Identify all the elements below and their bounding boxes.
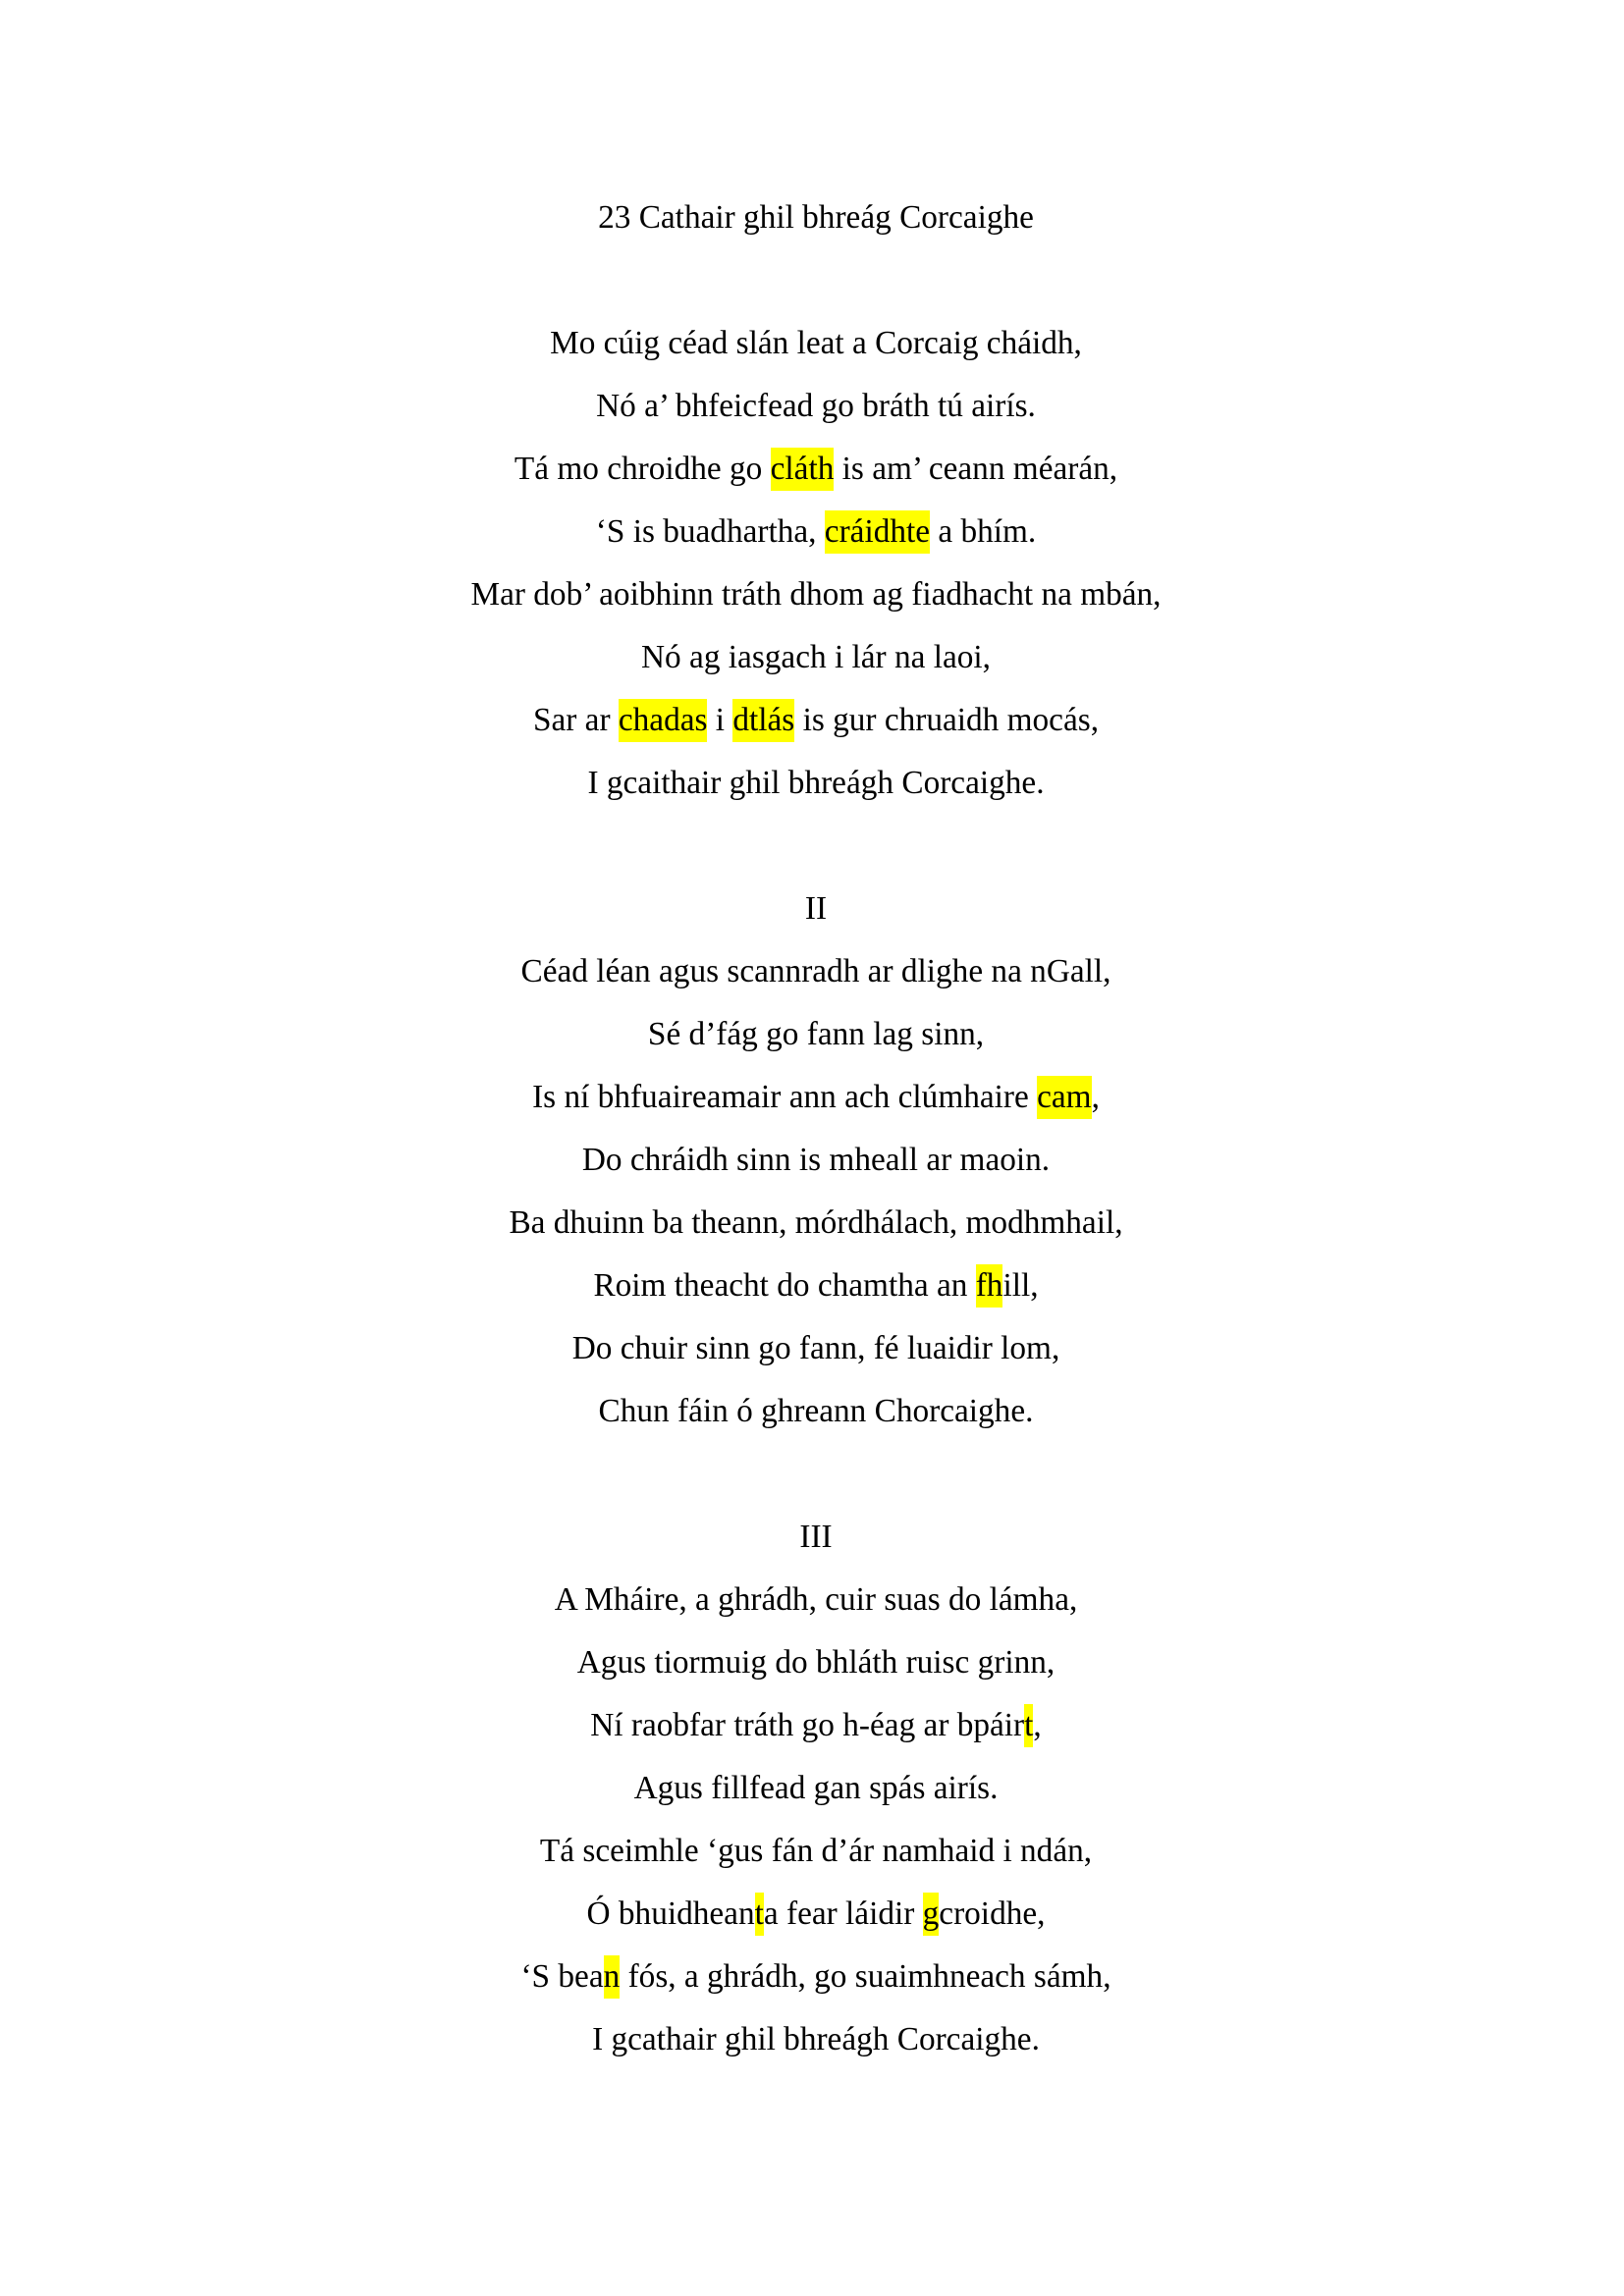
verse-line (8, 1883, 1624, 1946)
highlighted-text: dtlás (732, 699, 794, 742)
verse-line (8, 438, 1624, 501)
line-text: Agus fillfead gan spás airís. (633, 1770, 999, 1806)
line-text: Do chráidh sinn is mheall ar maoin. (581, 1142, 1051, 1178)
highlighted-text: cláth (771, 448, 835, 491)
verse-line (8, 1255, 1624, 1317)
line-text: Ó bhuidhean (586, 1896, 755, 1932)
verse-line (8, 563, 1624, 626)
verse-line (8, 1066, 1624, 1129)
line-text: Tá mo chroidhe go (514, 451, 771, 487)
line-text: ‘S bea (520, 1958, 604, 1995)
poem-title: 23 Cathair ghil bhreág Corcaighe (598, 199, 1034, 236)
line-text: , (1033, 1707, 1042, 1743)
verse-line (8, 689, 1624, 752)
line-text: Ní raobfar tráth go h-éag ar bpáir (590, 1707, 1025, 1743)
line-text: Nó a’ bhfeicfead go bráth tú airís. (596, 388, 1036, 424)
line-text: ill, (1002, 1267, 1039, 1304)
line-text: a bhím. (930, 513, 1037, 550)
line-text: Chun fáin ó ghreann Chorcaighe. (598, 1393, 1034, 1429)
line-text: Tá sceimhle ‘gus fán d’ár namhaid i ndán, (539, 1833, 1093, 1869)
verse-line (8, 940, 1624, 1003)
line-text: Sar ar (532, 702, 619, 738)
line-text: is am’ ceann méarán, (834, 451, 1118, 487)
line-text: a fear láidir (763, 1896, 923, 1932)
line-text: Is ní bhfuaireamair ann ach clúmhaire (532, 1079, 1038, 1115)
stanza-3 (8, 1506, 1624, 2071)
highlighted-text: chadas (619, 699, 708, 742)
line-text: fós, a ghrádh, go suaimhneach sámh, (620, 1958, 1111, 1995)
verse-line (8, 752, 1624, 815)
line-text: is gur chruaidh mocás, (794, 702, 1100, 738)
line-text: Mo cúig céad slán leat a Corcaig cháidh, (550, 325, 1082, 361)
stanza-heading: III (799, 1519, 833, 1555)
highlighted-text: fh (976, 1264, 1003, 1308)
verse-line (8, 2008, 1624, 2071)
verse-line (8, 1694, 1624, 1757)
line-text: Ba dhuinn ba theann, mórdhálach, modhmhail, (509, 1204, 1123, 1241)
line-text: Mar dob’ aoibhinn tráth dhom ag fiadhacht na mbán, (470, 576, 1162, 613)
verse-line (8, 1946, 1624, 2008)
verse-line (8, 1631, 1624, 1694)
highlighted-text: n (604, 1955, 621, 1999)
stanza-2 (8, 878, 1624, 1443)
stanza-1 (8, 312, 1624, 815)
verse-line (8, 312, 1624, 375)
line-text: Céad léan agus scannradh ar dlighe na nGall, (520, 953, 1111, 989)
verse-line (8, 1129, 1624, 1192)
highlighted-text: g (923, 1893, 940, 1936)
highlighted-text: t (755, 1893, 764, 1936)
line-text: I gcathair ghil bhreágh Corcaighe. (592, 2021, 1040, 2057)
line-text: , (1091, 1079, 1100, 1115)
line-text: Do chuir sinn go fann, fé luaidir lom, (571, 1330, 1060, 1366)
verse-line (8, 1317, 1624, 1380)
verse-line (8, 375, 1624, 438)
verse-line (8, 1380, 1624, 1443)
line-text: A Mháire, a ghrádh, cuir suas do lámha, (554, 1581, 1078, 1618)
highlighted-text: cam (1037, 1076, 1091, 1119)
verse-line (8, 1569, 1624, 1631)
line-text: Sé d’fág go fann lag sinn, (647, 1016, 985, 1052)
highlighted-text: t (1024, 1704, 1033, 1747)
stanza-heading: II (804, 890, 828, 927)
line-text: Nó ag iasgach i lár na laoi, (641, 639, 991, 675)
line-text: ‘S is buadhartha, (595, 513, 825, 550)
verse-line (8, 1192, 1624, 1255)
line-text: i (707, 702, 733, 738)
verse-line (8, 1003, 1624, 1066)
line-text: Agus tiormuig do bhláth ruisc grinn, (576, 1644, 1056, 1681)
verse-line (8, 501, 1624, 563)
line-text: I gcaithair ghil bhreágh Corcaighe. (587, 765, 1045, 801)
highlighted-text: cráidhte (825, 510, 930, 554)
verse-line (8, 1757, 1624, 1820)
line-text: Roim theacht do chamtha an (593, 1267, 976, 1304)
verse-line (8, 626, 1624, 689)
line-text: croidhe, (939, 1896, 1046, 1932)
poem-body (8, 312, 1624, 2071)
verse-line (8, 1820, 1624, 1883)
